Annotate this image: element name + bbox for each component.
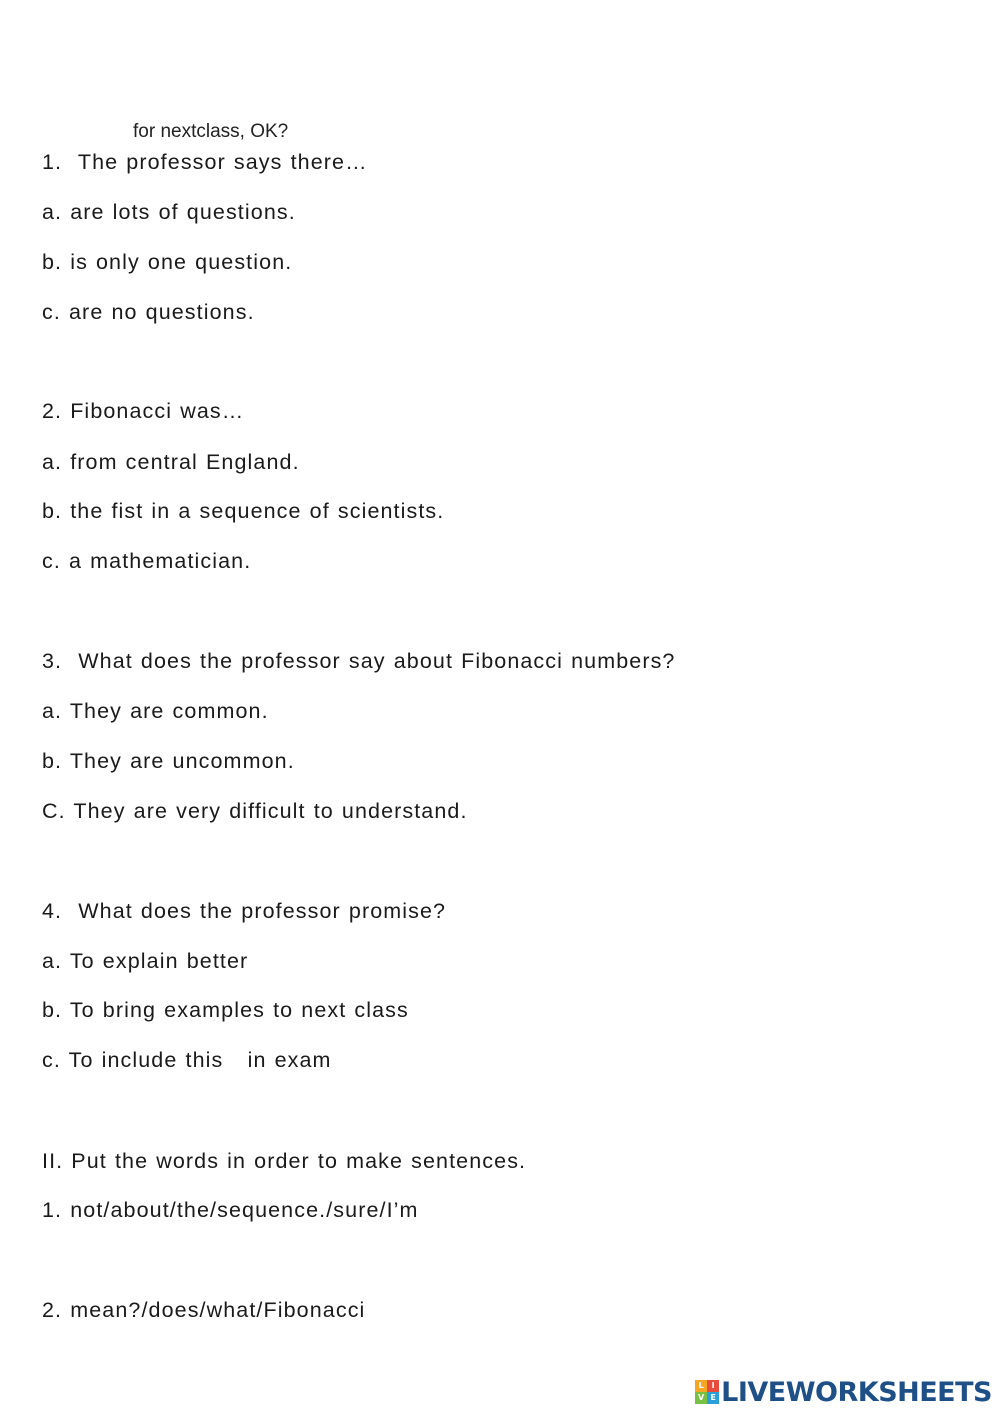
q2-option-b: b. the fist in a sequence of scientists. — [42, 499, 445, 523]
q3-option-b: b. They are uncommon. — [42, 749, 295, 773]
liveworksheets-logo — [695, 1377, 992, 1407]
logo-mark-v: V — [695, 1392, 707, 1404]
q2-option-a: a. from central England. — [42, 450, 300, 474]
section-2-heading: II. Put the words in order to make sentences. — [42, 1149, 527, 1173]
header-note: for nextclass, OK? — [133, 121, 289, 142]
logo-text: LIVEWORKSHEETS — [721, 1376, 992, 1408]
q1-option-c: c. are no questions. — [42, 300, 255, 324]
q1-option-b: b. is only one question. — [42, 250, 293, 274]
q1-option-a: a. are lots of questions. — [42, 200, 296, 224]
q3-option-a: a. They are common. — [42, 699, 269, 723]
logo-mark-i: I — [707, 1380, 719, 1392]
question-2: 2. Fibonacci was… — [42, 399, 245, 423]
logo-mark-icon — [695, 1380, 719, 1404]
q3-option-c: C. They are very difficult to understand. — [42, 799, 468, 823]
q4-option-c: c. To include this in exam — [42, 1048, 332, 1072]
sentence-2: 2. mean?/does/what/Fibonacci — [42, 1298, 366, 1322]
question-4: 4. What does the professor promise? — [42, 899, 447, 923]
q4-option-a: a. To explain better — [42, 949, 249, 973]
question-1: 1. The professor says there… — [42, 150, 368, 174]
q4-option-b: b. To bring examples to next class — [42, 998, 409, 1022]
q2-option-c: c. a mathematician. — [42, 549, 252, 573]
logo-mark-e: E — [707, 1392, 719, 1404]
logo-mark-l: L — [695, 1380, 707, 1392]
sentence-1: 1. not/about/the/sequence./sure/I’m — [42, 1198, 419, 1222]
question-3: 3. What does the professor say about Fibonacci numbers? — [42, 649, 676, 673]
